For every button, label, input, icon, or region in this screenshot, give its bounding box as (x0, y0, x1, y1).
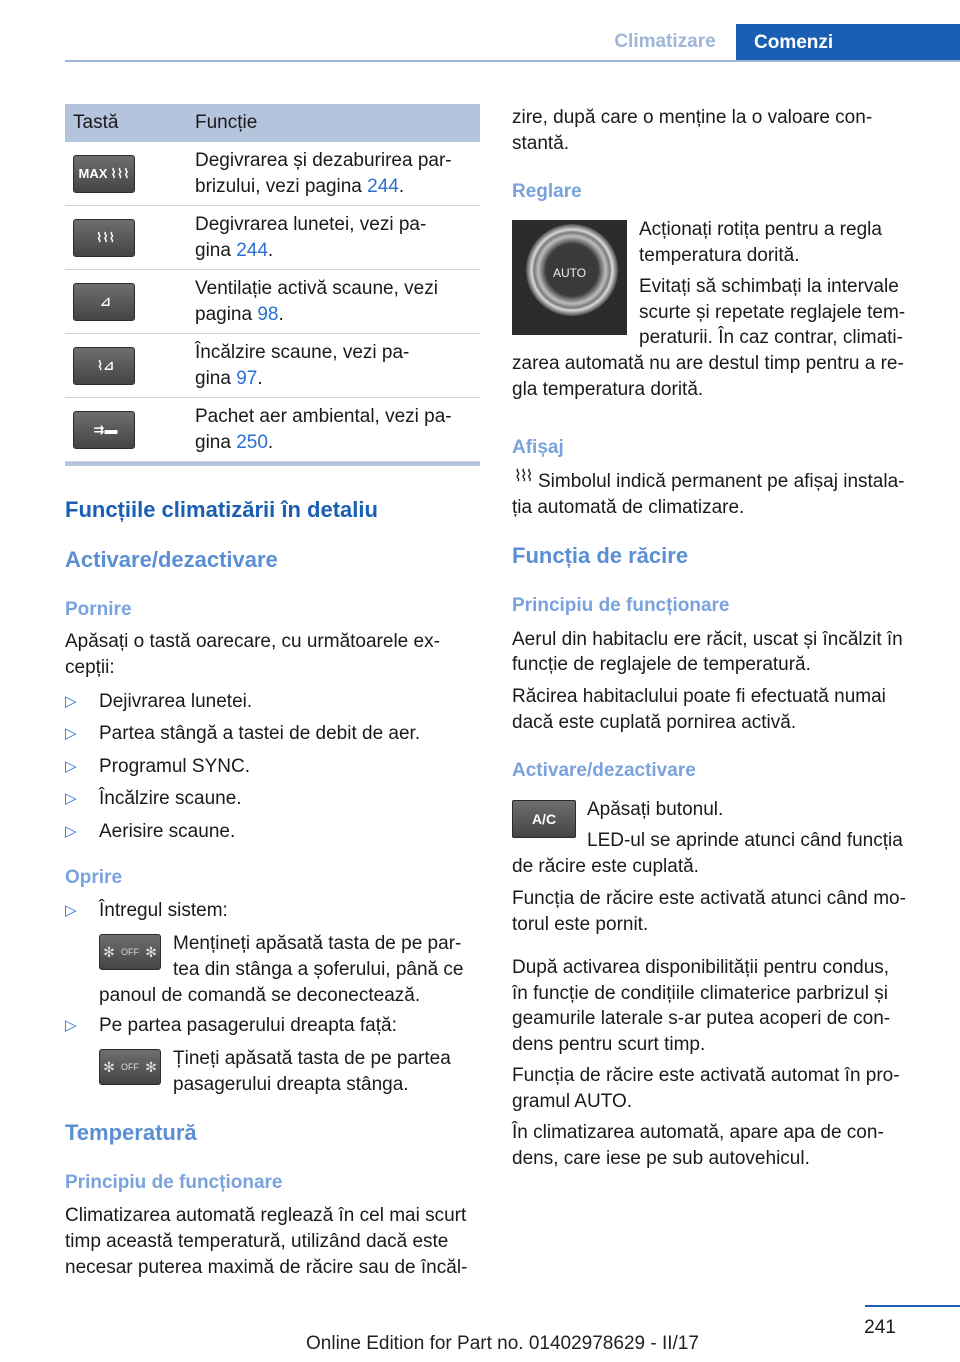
fan-icon: ✻ (145, 1058, 157, 1075)
function-line1: Pachet aer ambiental, vezi pa- (195, 406, 452, 427)
oprire-1-line3: panoul de comandă se deconectează. (99, 985, 421, 1006)
ac-text-4: Funcția de răcire este activată atunci când mo- (512, 888, 906, 909)
pornire-exception: Aerisire scaune. (99, 820, 236, 842)
oprire-passenger: Pe partea pasagerului dreapta față: (99, 1015, 397, 1036)
function-line2-text: brizului, vezi pagina (195, 176, 368, 197)
page-link[interactable]: 98 (257, 304, 279, 325)
reglare-text-3: Evitați să schimbați la intervale (639, 276, 899, 297)
ac-button-icon: A/C (512, 800, 576, 838)
page-number: 241 (864, 1317, 896, 1338)
bullet-triangle-icon: ▷ (65, 757, 77, 775)
ambient-air-icon (73, 411, 135, 449)
key-glyph: ⌇⊿ (96, 357, 115, 373)
cooling-text-4: dacă este cuplată pornirea activă. (512, 712, 797, 733)
heading-climate-details: Funcțiile climatizării în detaliu (65, 497, 378, 522)
function-line2 (195, 238, 480, 264)
header-section-comenzi: Comenzi (736, 24, 960, 62)
oprire-1-line2: tea din stânga a șoferului, până ce (173, 959, 464, 980)
heading-cooling: Funcția de răcire (512, 543, 689, 568)
fan-icon: ✻ (103, 1058, 115, 1075)
fan-icon: ✻ (145, 943, 157, 960)
para-text-6: gramul AUTO. (512, 1091, 633, 1112)
function-line2-text: gina (195, 368, 237, 389)
oprire-1-line1: Mențineți apăsată tasta de pe par- (173, 933, 462, 954)
heading-temperature: Temperatură (65, 1120, 197, 1145)
fan-off-key-icon (99, 1049, 161, 1085)
page-link[interactable]: 244 (236, 240, 268, 261)
function-cell (195, 206, 480, 269)
ac-text-1: Apăsați butonul. (587, 799, 724, 820)
heading-activation: Activare/dezactivare (65, 547, 278, 572)
reglare-text-7: gla temperatura dorită. (512, 379, 704, 400)
cooling-text-1: Aerul din habitaclu ere răcit, uscat și încălzit în (512, 629, 903, 650)
header-section-climatizare: Climatizare (614, 31, 716, 52)
bullet-triangle-icon: ▷ (65, 1017, 77, 1034)
function-line2-text: pagina (195, 304, 258, 325)
table-row (65, 334, 480, 398)
key-cell (65, 270, 195, 333)
heading-principle-cooling: Principiu de funcționare (512, 595, 730, 616)
temp-text-3: necesar puterea maximă de răcire sau de încăl- (65, 1257, 468, 1278)
ac-text-3: de răcire este cuplată. (512, 856, 699, 877)
para-text-3: geamurile laterale s-ar putea acoperi de con- (512, 1008, 891, 1029)
reglare-text-5: peraturii. În caz contrar, climati- (639, 327, 903, 348)
oprire-whole-system: Întregul sistem: (99, 900, 228, 921)
function-line2-end: . (267, 432, 274, 453)
temp-text-2: timp această temperatură, utilizând dacă este (65, 1231, 449, 1252)
function-line2 (195, 174, 480, 200)
footer-divider (865, 1305, 960, 1307)
heading-principle: Principiu de funcționare (65, 1172, 283, 1193)
table-row (65, 270, 480, 334)
pornire-text-2: cepții: (65, 657, 115, 678)
afisaj-text-1: Simbolul indică permanent pe afișaj instala- (538, 471, 905, 492)
para-text-2: în funcție de condițiile climaterice parbrizul și (512, 983, 888, 1004)
fan-off-key-icon (99, 934, 161, 970)
function-line2 (195, 366, 480, 392)
function-line2-end: . (398, 176, 405, 197)
fan-off-label: OFF (120, 947, 139, 957)
key-cell (65, 206, 195, 269)
pornire-exception: Programul SYNC. (99, 755, 250, 777)
function-line1: Degivrarea și dezaburirea par- (195, 150, 452, 171)
fan-icon: ✻ (103, 943, 115, 960)
page-link[interactable]: 250 (236, 432, 268, 453)
seat-heating-icon (73, 347, 135, 385)
ac-text-5: torul este pornit. (512, 914, 649, 935)
oprire-2-line1: Țineți apăsată tasta de pe partea (173, 1048, 451, 1069)
pornire-text-1: Apăsați o tastă oarecare, cu următoarele ex- (65, 631, 440, 652)
cont-text-1: zire, după care o menține la o valoare con- (512, 107, 873, 128)
key-cell (65, 398, 195, 461)
bullet-triangle-icon: ▷ (65, 902, 77, 919)
function-cell (195, 398, 480, 461)
heading-pornire: Pornire (65, 599, 132, 620)
page-link[interactable]: 97 (236, 368, 258, 389)
function-line2-text: gina (195, 432, 237, 453)
table-row (65, 142, 480, 206)
key-glyph: ⌇⌇⌇ (110, 165, 130, 181)
table-row (65, 206, 480, 270)
afisaj-text-2: ția automată de climatizare. (512, 497, 745, 518)
climate-symbol-icon: ⌇⌇⌇ (514, 468, 532, 485)
oprire-2-line2: pasagerului dreapta stânga. (173, 1074, 409, 1095)
reglare-text-6: zarea automată nu are destul timp pentru a re- (512, 353, 904, 374)
function-line1: Încălzire scaune, vezi pa- (195, 342, 410, 363)
knob-auto-label: AUTO (552, 266, 587, 280)
temp-text-1: Climatizarea automată reglează în cel mai scurt (65, 1205, 467, 1226)
rear-defrost-icon (73, 219, 135, 257)
bullet-triangle-icon: ▷ (65, 725, 77, 743)
heading-activation-cooling: Activare/dezactivare (512, 760, 696, 781)
bullet-triangle-icon: ▷ (65, 822, 77, 840)
function-cell (195, 334, 480, 397)
pornire-exception: Dejivrarea lunetei. (99, 691, 253, 712)
function-line2-text: gina (195, 240, 237, 261)
heading-oprire: Oprire (65, 867, 123, 888)
function-line2-end: . (267, 240, 274, 261)
key-cell (65, 334, 195, 397)
pornire-exception: Încălzire scaune. (99, 788, 242, 810)
footer-edition: Online Edition for Part no. 01402978629 - II/17 (306, 1333, 699, 1354)
reglare-text-2: temperatura dorită. (639, 245, 800, 266)
max-defrost-icon (73, 155, 135, 193)
heading-reglare: Reglare (512, 181, 582, 202)
function-line2 (195, 430, 480, 456)
col-header-key: Tastă (73, 112, 119, 133)
heading-afisaj: Afișaj (512, 437, 564, 458)
page-link[interactable]: 244 (367, 176, 399, 197)
key-glyph: ⌇⌇⌇ (95, 229, 116, 245)
para-text-5: Funcția de răcire este activată automat în pro- (512, 1065, 900, 1086)
bullet-triangle-icon: ▷ (65, 790, 77, 808)
function-line1: Ventilație activă scaune, vezi (195, 278, 438, 299)
fan-off-label: OFF (120, 1062, 139, 1072)
key-text: MAX (78, 166, 108, 181)
reglare-text-1: Acționați rotița pentru a regla (639, 219, 882, 240)
key-glyph: ⊿ (100, 293, 111, 309)
seat-ventilation-icon (73, 283, 135, 321)
cooling-text-3: Răcirea habitaclului poate fi efectuată numai (512, 686, 886, 707)
col-header-function: Funcție (195, 112, 258, 133)
header-divider (65, 60, 960, 62)
key-cell (65, 142, 195, 205)
function-cell (195, 142, 480, 205)
para-text-8: dens, care iese pe sub autovehicul. (512, 1148, 810, 1169)
cont-text-2: stantă. (512, 133, 570, 154)
table-row (65, 398, 480, 462)
temperature-knob-icon (512, 220, 627, 335)
para-text-4: dens pentru scurt timp. (512, 1034, 706, 1055)
key-function-table (65, 104, 480, 466)
function-line2 (195, 302, 480, 328)
table-end-bar (65, 462, 480, 466)
reglare-text-4: scurte și repetate reglajele tem- (639, 302, 906, 323)
para-text-1: După activarea disponibilității pentru condus, (512, 957, 890, 978)
key-glyph: ⇉▬ (93, 421, 118, 437)
ac-text-2: LED-ul se aprinde atunci când funcția (587, 830, 903, 851)
function-cell (195, 270, 480, 333)
function-line2-end: . (257, 368, 263, 389)
function-line2-end: . (278, 304, 284, 325)
bullet-triangle-icon: ▷ (65, 693, 77, 710)
para-text-7: În climatizarea automată, apare apa de con- (512, 1122, 884, 1143)
pornire-exception: Partea stângă a tastei de debit de aer. (99, 723, 421, 745)
cooling-text-2: funcție de reglajele de temperatură. (512, 654, 811, 675)
function-line1: Degivrarea lunetei, vezi pa- (195, 214, 427, 235)
table-header (65, 104, 480, 142)
